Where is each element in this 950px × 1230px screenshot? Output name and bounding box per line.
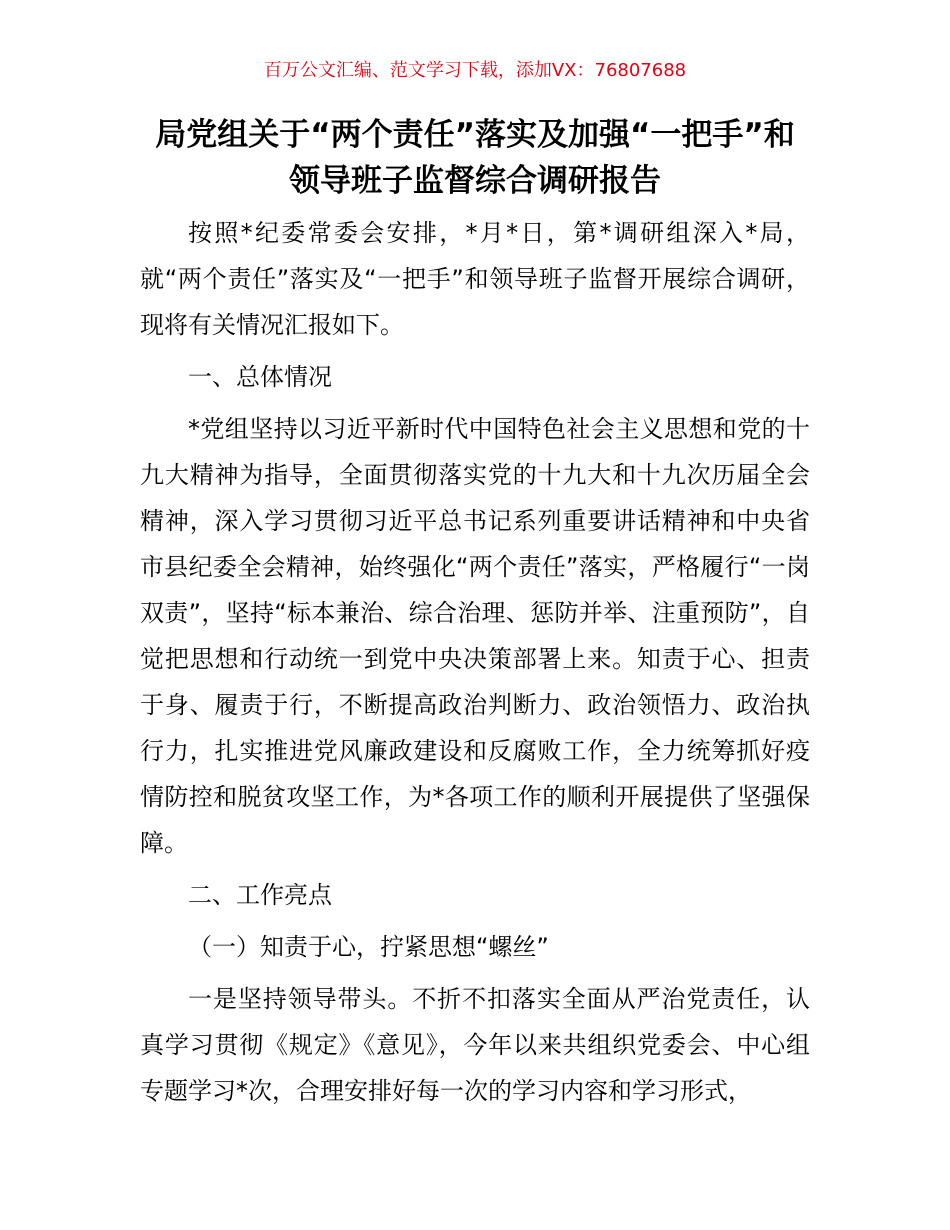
document-body	[140, 210, 810, 1120]
intro-paragraph: 按照*纪委常委会安排，*月*日，第*调研组深入*局，就“两个责任”落实及“一把手”和领导班子监督开展综合调研，现将有关情况汇报如下。	[140, 219, 810, 339]
highlight-paragraph-1: 一是坚持领导带头。不折不扣落实全面从严治党责任，认真学习贯彻《规定》《意见》，今年以来共组织党委会、中心组专题学习*次，合理安排好每一次的学习内容和学习形式，	[140, 985, 810, 1105]
section-heading-highlights: 二、工作亮点	[188, 881, 332, 909]
overview-paragraph: *党组坚持以习近平新时代中国特色社会主义思想和党的十九大精神为指导，全面贯彻落实党的十九大和十九次历届全会精神，深入学习贯彻习近平总书记系列重要讲话精神和中央省市县纪委全会精神，始终强化“两个责任”落实，严格履行“一岗双责”，坚持“标本兼治、综合治理、惩防并举、注重预防”，自觉把思想和行动统一到党中央决策部署上来。知责于心、担责于身、履责于行，不断提高政治判断力、政治领悟力、政治执行力，扎实推进党风廉政建设和反腐败工作，全力统筹抓好疫情防控和脱贫攻坚工作，为*各项工作的顺利开展提供了坚强保障。	[140, 415, 810, 857]
subsection-heading-1: （一）知责于心，拧紧思想“螺丝”	[188, 933, 549, 961]
section-heading-overview: 一、总体情况	[188, 363, 332, 391]
document-title: 局党组关于“两个责任”落实及加强“一把手”和领导班子监督综合调研报告	[155, 117, 795, 199]
header-banner: 百万公文汇编、范文学习下载，添加VX：76807688	[263, 60, 687, 81]
